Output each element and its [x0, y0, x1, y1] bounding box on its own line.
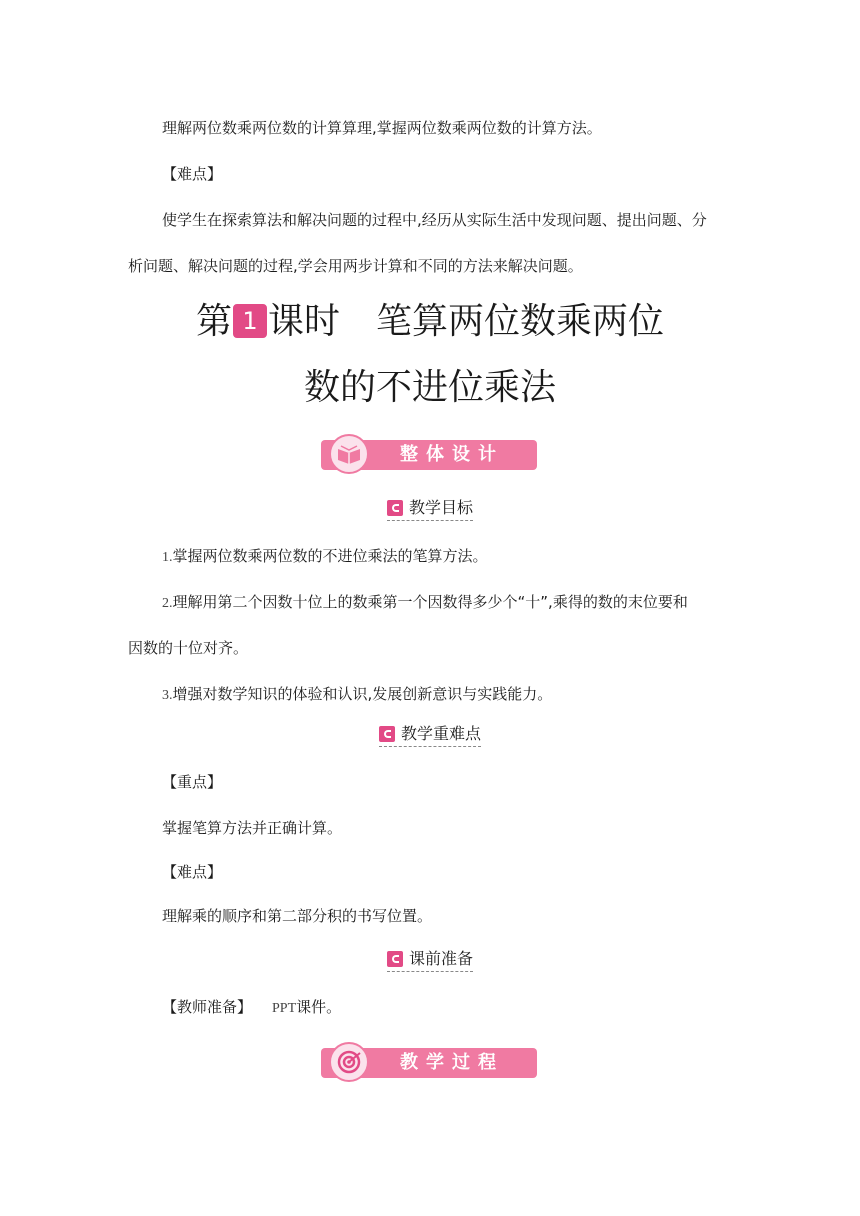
lesson-title-prefix: 第 [195, 301, 232, 342]
section-banner-process [321, 1048, 537, 1078]
difficulty-line: 析问题、解决问题的过程,学会用两步计算和不同的方法来解决问题。 [128, 257, 583, 275]
intro-line: 理解两位数乘两位数的计算算理,掌握两位数乘两位数的计算方法。 [162, 119, 602, 137]
objective-item: 3.增强对数学知识的体验和认识,发展创新意识与实践能力。 [162, 685, 553, 703]
teacher-prep [162, 997, 341, 1019]
objectives-heading [0, 497, 860, 522]
difficulty-label: 【难点】 [162, 863, 223, 881]
section-banner-design [321, 440, 537, 470]
teacher-prep-label: 【教师准备】 [162, 998, 253, 1016]
flag-icon [379, 726, 395, 742]
teacher-prep-text: 课件。 [296, 998, 342, 1016]
difficulty-label: 【难点】 [162, 165, 223, 183]
difficulty-text: 理解乘的顺序和第二部分积的书写位置。 [162, 907, 433, 925]
focus-text: 掌握笔算方法并正确计算。 [162, 819, 343, 837]
flag-icon [387, 500, 403, 516]
key-points-heading [0, 723, 860, 748]
lesson-title-line1 [0, 300, 860, 344]
preparation-heading-text: 课前准备 [408, 949, 473, 968]
objective-item: 2.理解用第二个因数十位上的数乘第一个因数得多少个“十”,乘得的数的末位要和 [162, 593, 688, 611]
objectives-heading-text: 教学目标 [408, 498, 473, 517]
difficulty-line: 使学生在探索算法和解决问题的过程中,经历从实际生活中发现问题、提出问题、分 [162, 211, 707, 229]
objective-item: 1.掌握两位数乘两位数的不进位乘法的笔算方法。 [162, 547, 488, 565]
key-points-heading-text: 教学重难点 [400, 724, 481, 743]
target-icon [329, 1042, 369, 1082]
lesson-title-rest: 课时 笔算两位数乘两位 [268, 301, 665, 342]
lesson-title-line2: 数的不进位乘法 [303, 367, 556, 408]
book-icon [329, 434, 369, 474]
flag-icon [387, 951, 403, 967]
banner-label: 教学过程 [400, 1052, 504, 1073]
teacher-prep-ppt: PPT [272, 1001, 297, 1016]
preparation-heading [0, 948, 860, 973]
lesson-number-badge: 1 [233, 304, 267, 338]
objective-item-cont: 因数的十位对齐。 [128, 639, 249, 657]
banner-label: 整体设计 [400, 444, 504, 465]
focus-label: 【重点】 [162, 773, 223, 791]
